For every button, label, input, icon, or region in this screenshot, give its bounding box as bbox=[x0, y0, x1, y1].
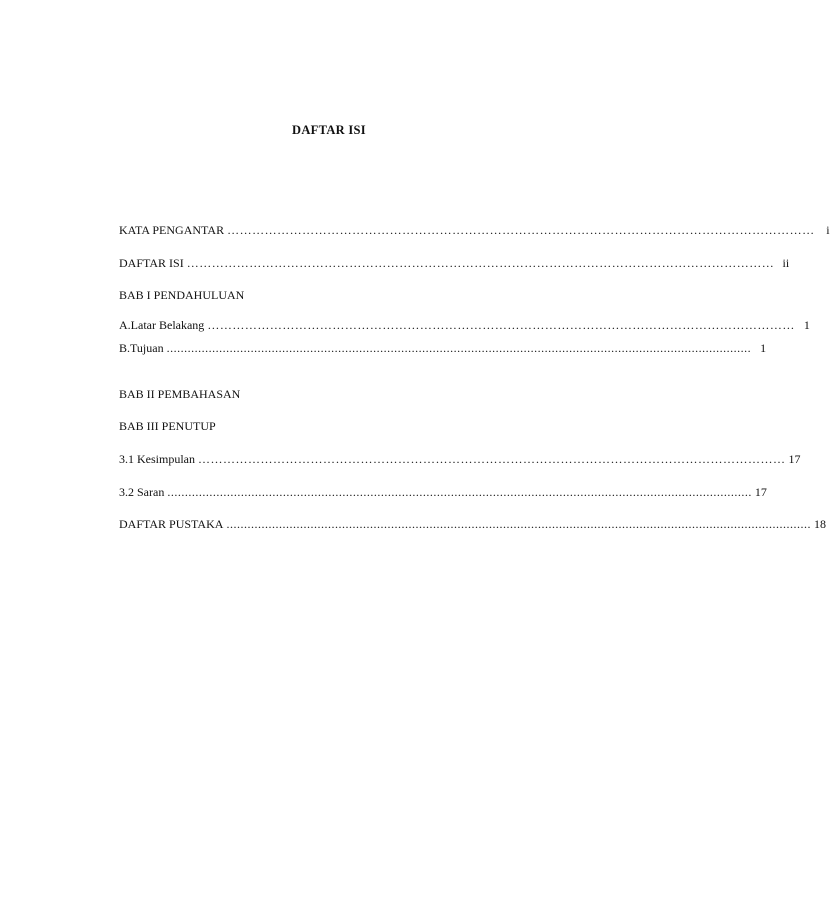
dot-leader: …………………………………………………………………………………………………………………………… bbox=[186, 256, 775, 270]
toc-entry-kesimpulan bbox=[119, 451, 801, 467]
toc-entry-latar-belakang bbox=[119, 317, 810, 333]
dot-leader: ....................................................................................................................................................................... bbox=[166, 341, 752, 355]
dot-leader: ....................................................................................................................................................................... bbox=[226, 517, 811, 531]
toc-entry-daftar-pustaka bbox=[119, 516, 826, 532]
toc-entry-label: DAFTAR PUSTAKA bbox=[119, 517, 224, 531]
toc-entry-label: KATA PENGANTAR bbox=[119, 223, 225, 237]
dot-leader: …………………………………………………………………………………………………………………………… bbox=[227, 223, 815, 237]
toc-chapter-bab-2: BAB II PEMBAHASAN bbox=[119, 387, 241, 401]
toc-entry-number: B. bbox=[119, 341, 131, 355]
toc-entry-daftar-isi bbox=[119, 255, 790, 271]
toc-entry-label: 3.2 Saran bbox=[119, 485, 165, 499]
toc-page-number: 1 bbox=[760, 341, 767, 355]
toc-page-number: 18 bbox=[813, 517, 826, 531]
toc-entry-kata-pengantar bbox=[119, 222, 830, 238]
toc-chapter-bab-3: BAB III PENUTUP bbox=[119, 419, 216, 433]
toc-entry-label: Latar Belakang bbox=[130, 318, 205, 332]
toc-entry-label: DAFTAR ISI bbox=[119, 256, 184, 270]
dot-leader: …………………………………………………………………………………………………………………………… bbox=[198, 452, 786, 466]
toc-page-number: ii bbox=[782, 256, 790, 270]
dot-leader: …………………………………………………………………………………………………………………………… bbox=[207, 318, 795, 332]
dot-leader: ....................................................................................................................................................................... bbox=[167, 485, 752, 499]
page-title: DAFTAR ISI bbox=[292, 123, 366, 137]
toc-chapter-bab-1: BAB I PENDAHULUAN bbox=[119, 288, 245, 302]
toc-entry-saran bbox=[119, 484, 767, 500]
toc-entry-tujuan bbox=[119, 340, 767, 356]
toc-page-number: 1 bbox=[803, 318, 810, 332]
toc-page-number: 17 bbox=[788, 452, 801, 466]
toc-entry-label: Tujuan bbox=[130, 341, 164, 355]
toc-entry-label: 3.1 Kesimpulan bbox=[119, 452, 195, 466]
toc-page-number: i bbox=[826, 223, 830, 237]
toc-page-number: 17 bbox=[754, 485, 767, 499]
toc-entry-number: A. bbox=[119, 318, 131, 332]
